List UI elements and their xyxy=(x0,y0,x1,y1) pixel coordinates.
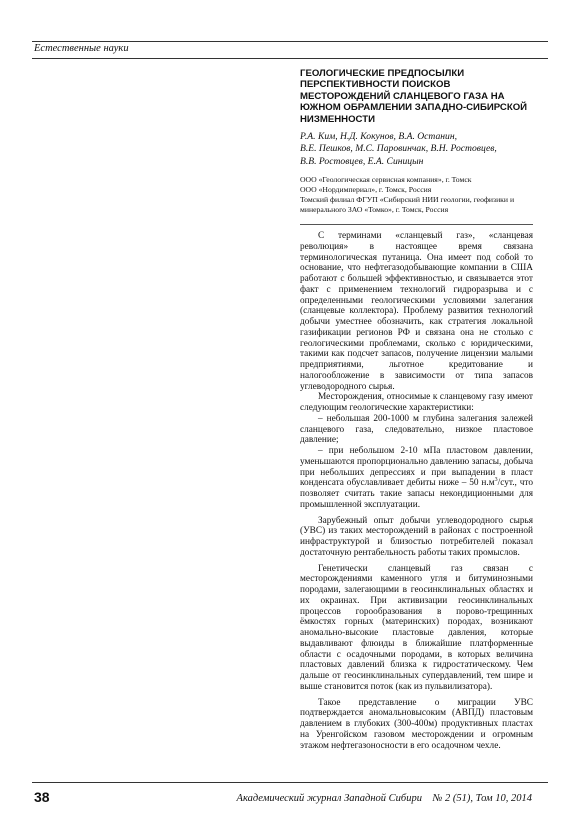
footer-rule xyxy=(32,782,548,783)
affiliations xyxy=(300,175,533,215)
list-item-tail: /сут., что позволяет считать такие запасы некондиционными для промышленной эксплуатации. xyxy=(300,478,533,510)
journal-issue: № 2 (51), Том 10, 2014 xyxy=(432,793,532,804)
authors-line: В.Е. Пешков, М.С. Паровинчак, В.Н. Ростовцев, xyxy=(300,143,497,155)
journal-info xyxy=(237,793,532,804)
article-title: ГЕОЛОГИЧЕСКИЕ ПРЕДПОСЫЛКИ ПЕРСПЕКТИВНОСТИ ПОИСКОВ МЕСТОРОЖДЕНИЙ СЛАНЦЕВОГО ГАЗА НА ЮЖНОМ ОБРАМЛЕНИИ ЗАПАДНО-СИБИРСКОЙ НИЗМЕННОСТИ xyxy=(300,68,528,125)
article-body xyxy=(300,226,533,751)
page-number: 38 xyxy=(34,789,50,805)
paragraph: С терминами «сланцевый газ», «сланцевая революция» в настоящее время связана терминологическая путаница. Она имеет под собой то основание, что нефтегазодобывающие компании в США работают с большей эффективностью, и связывается этот факт с применением технологий гидроразрыва и с определенными геологическими условиями залегания (сланцевые коллектора). Проблему развития технологий добычи уместнее обозначить, как стратегия локальной газификации регионов РФ и связана она не столько с геологическими проблемами, сколько с юридическими, такими как подсчет запасов, получение лицензии малыми предприятиями, льготное кредитование и налогообложение в зависимости от типа запасов углеводородного сырья. xyxy=(300,231,533,392)
affiliation: ООО «Нордимпериал», г. Томск, Россия xyxy=(300,185,432,194)
list-item xyxy=(300,446,533,511)
authors xyxy=(300,131,533,168)
header-rule xyxy=(32,41,548,42)
paragraph: Генетически сланцевый газ связан с месторождениями каменного угля и битуминозными породами, залегающими в геосинклинальных областях и их окраинах. При активизации геосинклинальных процессов горообразования в порово-трещинных ёмкостях горных (материнских) породах, возникают аномально-высокие пластовые давления, которые выдавливают флюиды в ближайшие платформенные области с осадочными породами, в которых величина пластовых давлений близка к гидростатическому. Чем дальше от геосинклинальных супердавлений, тем шире и выше становится поток (как из пульвилизатора). xyxy=(300,563,533,692)
journal-name: Академический журнал Западной Сибири xyxy=(236,793,422,804)
affiliation: ООО «Геологическая сервисная компания», г. Томск xyxy=(300,175,472,184)
header-rule-bottom xyxy=(32,58,548,59)
paragraph: Месторождения, относимые к сланцевому газу имеют следующим геологические характеристики: xyxy=(300,392,533,413)
superscript: 3 xyxy=(494,477,498,484)
section-title: Естественные науки xyxy=(34,43,129,54)
affiliation-rule xyxy=(300,224,533,225)
paragraph: Такое представление о миграции УВС подтверждается аномальновысоким (АВПД) пластовым давлением в глубоких (300-400м) продуктивных пластах на Уренгойском газовом месторождении и огромным этажом нефтегазоносности в его осадочном чехле. xyxy=(300,697,533,751)
list-item-text: – при небольшом 2-10 мПа пластовом давлении, уменьшаются пропорционально давлению запасы, добыча при небольших депрессиях и при выпадении в пласт конденсата обуславливает дебиты ниже – 50 н.м xyxy=(300,446,533,489)
affiliation: Томский филиал ФГУП «Сибирский НИИ геологии, геофизики и минерального ЗАО «Томко», г. Томск, Россия xyxy=(300,195,515,214)
list-item: – небольшая 200-1000 м глубина залегания залежей сланцевого газа, следовательно, низкое пластовое давление; xyxy=(300,413,533,446)
authors-line: Р.А. Ким, Н.Д. Кокунов, В.А. Останин, xyxy=(300,131,457,142)
authors-line: В.В. Ростовцев, Е.А. Синицын xyxy=(300,155,424,167)
paragraph: Зарубежный опыт добычи углеводородного сырья (УВС) из таких месторождений в районах с построенной инфраструктурой и близостью потребителей показал достаточную рентабельность работы таких промыслов. xyxy=(300,515,533,558)
